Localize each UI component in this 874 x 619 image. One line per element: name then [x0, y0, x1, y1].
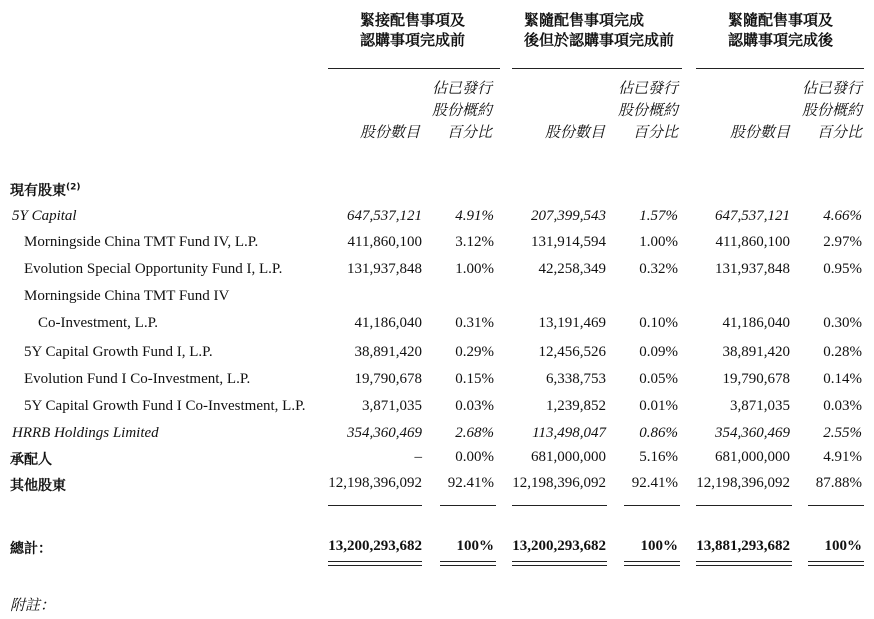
cell-shares-1: 411,860,100: [347, 234, 422, 250]
cell-shares-3: 19,790,678: [722, 371, 790, 387]
table-row: [0, 472, 874, 498]
table-row: [0, 231, 874, 257]
cell-shares-2: 113,498,047: [532, 425, 606, 441]
section-title-text: 現有股東: [10, 183, 66, 199]
footnote-label: 附註：: [10, 598, 56, 614]
cell-shares-2: 1,239,852: [546, 398, 606, 414]
cell-shares-1: 354,360,469: [347, 425, 422, 441]
cell-shares-3: 3,871,035: [730, 398, 790, 414]
cell-pct-2: 1.00%: [639, 234, 678, 250]
total-pct-1: 100%: [456, 538, 494, 554]
cell-shares-1: 38,891,420: [354, 344, 422, 360]
cell-pct-1: 0.15%: [455, 371, 494, 387]
total-label: 總計：: [10, 541, 52, 557]
group-header-2: [524, 10, 674, 50]
pct-header-2: [606, 78, 678, 144]
cell-shares-3: 131,937,848: [715, 261, 790, 277]
cell-shares-3: 647,537,121: [715, 208, 790, 224]
total-double-line-6: [808, 561, 864, 566]
cell-pct-1: 0.29%: [455, 344, 494, 360]
total-double-line-1: [328, 561, 422, 566]
table-row: [0, 422, 874, 448]
cell-shares-2: 12,198,396,092: [512, 475, 606, 491]
cell-pct-3: 0.30%: [823, 315, 862, 331]
cell-pct-3: 0.03%: [823, 398, 862, 414]
row-label: Co-Investment, L.P.: [38, 315, 158, 331]
cell-shares-2: 131,914,594: [531, 234, 606, 250]
cell-pct-2: 0.86%: [639, 425, 678, 441]
cell-pct-1: 4.91%: [455, 208, 494, 224]
cell-pct-1: 0.31%: [455, 315, 494, 331]
section-title: [10, 180, 81, 200]
cell-shares-2: 681,000,000: [531, 449, 606, 465]
cell-shares-1: 12,198,396,092: [328, 475, 422, 491]
cell-pct-1: 3.12%: [455, 234, 494, 250]
cell-pct-2: 0.01%: [639, 398, 678, 414]
table-row: [0, 446, 874, 472]
row-label: 5Y Capital: [12, 208, 77, 224]
cell-shares-1: 19,790,678: [354, 371, 422, 387]
subtotal-line-2: [440, 505, 496, 506]
table-row: [0, 205, 874, 231]
total-pct-3: 100%: [824, 538, 862, 554]
group-2-underline: [512, 68, 682, 69]
row-label: 承配人: [10, 452, 52, 468]
cell-pct-2: 0.10%: [639, 315, 678, 331]
group-1-line-2: 認購事項完成前: [360, 31, 466, 49]
cell-shares-2: 6,338,753: [546, 371, 606, 387]
cell-pct-1: 2.68%: [455, 425, 494, 441]
group-3-underline: [696, 68, 864, 69]
total-shares-1: 13,200,293,682: [328, 538, 422, 554]
total-double-line-4: [624, 561, 680, 566]
group-3-line-1: 緊隨配售事項及: [728, 11, 834, 29]
cell-shares-2: 42,258,349: [538, 261, 606, 277]
cell-shares-3: 354,360,469: [715, 425, 790, 441]
pct-label-line-2: 股份概約: [801, 103, 862, 119]
cell-pct-2: 0.32%: [639, 261, 678, 277]
table-row: [0, 258, 874, 284]
group-header-3: [728, 10, 833, 50]
cell-shares-2: 207,399,543: [531, 208, 606, 224]
cell-shares-3: 38,891,420: [722, 344, 790, 360]
cell-pct-1: 0.03%: [455, 398, 494, 414]
row-label: 5Y Capital Growth Fund I, L.P.: [24, 344, 213, 360]
cell-shares-1: 131,937,848: [347, 261, 422, 277]
shares-header-2: 股份數目: [544, 125, 605, 141]
row-label: Morningside China TMT Fund IV: [24, 288, 230, 304]
pct-label-line-3: 百分比: [446, 125, 492, 141]
pct-header-3: [790, 78, 862, 144]
section-note: (2): [66, 182, 81, 193]
cell-pct-3: 0.28%: [823, 344, 862, 360]
total-double-line-5: [696, 561, 792, 566]
cell-pct-3: 87.88%: [815, 475, 862, 491]
pct-label-line-2: 股份概約: [617, 103, 678, 119]
subtotal-line-1: [328, 505, 422, 506]
pct-label-line-1: 佔已發行: [617, 81, 678, 97]
cell-pct-3: 0.95%: [823, 261, 862, 277]
cell-shares-3: 12,198,396,092: [696, 475, 790, 491]
cell-shares-1: –: [414, 449, 422, 465]
table-row: [0, 341, 874, 367]
cell-pct-1: 0.00%: [455, 449, 494, 465]
pct-header-1: [420, 78, 492, 144]
cell-pct-2: 5.16%: [639, 449, 678, 465]
cell-pct-1: 92.41%: [447, 475, 494, 491]
cell-pct-3: 4.66%: [823, 208, 862, 224]
table-row: [0, 285, 874, 311]
cell-shares-3: 41,186,040: [722, 315, 790, 331]
row-label: HRRB Holdings Limited: [12, 425, 159, 441]
row-label: 5Y Capital Growth Fund I Co-Investment, L.P.: [24, 398, 306, 414]
table-row: [0, 368, 874, 394]
cell-pct-2: 0.05%: [639, 371, 678, 387]
cell-pct-3: 0.14%: [823, 371, 862, 387]
cell-shares-3: 411,860,100: [715, 234, 790, 250]
total-row: [0, 535, 874, 561]
table-row: [0, 312, 874, 338]
row-label: Evolution Special Opportunity Fund I, L.P.: [24, 261, 283, 277]
cell-shares-1: 41,186,040: [354, 315, 422, 331]
cell-shares-3: 681,000,000: [715, 449, 790, 465]
pct-label-line-3: 百分比: [632, 125, 678, 141]
group-1-underline: [328, 68, 500, 69]
pct-label-line-2: 股份概約: [431, 103, 492, 119]
total-shares-3: 13,881,293,682: [696, 538, 790, 554]
cell-pct-3: 2.97%: [823, 234, 862, 250]
subtotal-line-6: [808, 505, 864, 506]
pct-label-line-3: 百分比: [816, 125, 862, 141]
cell-pct-3: 2.55%: [823, 425, 862, 441]
total-pct-2: 100%: [640, 538, 678, 554]
pct-label-line-1: 佔已發行: [431, 81, 492, 97]
shares-header-3: 股份數目: [729, 125, 790, 141]
row-label: 其他股東: [10, 478, 66, 494]
row-label: Evolution Fund I Co-Investment, L.P.: [24, 371, 251, 387]
row-label: Morningside China TMT Fund IV, L.P.: [24, 234, 259, 250]
subtotal-line-3: [512, 505, 607, 506]
total-double-line-2: [440, 561, 496, 566]
group-header-1: [360, 10, 465, 50]
cell-shares-2: 12,456,526: [538, 344, 606, 360]
cell-pct-2: 92.41%: [631, 475, 678, 491]
cell-shares-2: 13,191,469: [538, 315, 606, 331]
cell-pct-2: 1.57%: [639, 208, 678, 224]
pct-label-line-1: 佔已發行: [801, 81, 862, 97]
cell-pct-2: 0.09%: [639, 344, 678, 360]
cell-shares-1: 647,537,121: [347, 208, 422, 224]
subtotal-line-4: [624, 505, 680, 506]
group-1-line-1: 緊接配售事項及: [360, 11, 466, 29]
total-double-line-3: [512, 561, 607, 566]
shares-header-1: 股份數目: [359, 125, 420, 141]
group-2-line-1: 緊隨配售事項完成: [524, 11, 645, 29]
cell-shares-1: 3,871,035: [362, 398, 422, 414]
cell-pct-3: 4.91%: [823, 449, 862, 465]
total-shares-2: 13,200,293,682: [512, 538, 606, 554]
table-row: [0, 395, 874, 421]
subtotal-line-5: [696, 505, 792, 506]
group-3-line-2: 認購事項完成後: [728, 31, 834, 49]
cell-pct-1: 1.00%: [455, 261, 494, 277]
group-2-line-2: 後但於認購事項完成前: [524, 31, 675, 49]
